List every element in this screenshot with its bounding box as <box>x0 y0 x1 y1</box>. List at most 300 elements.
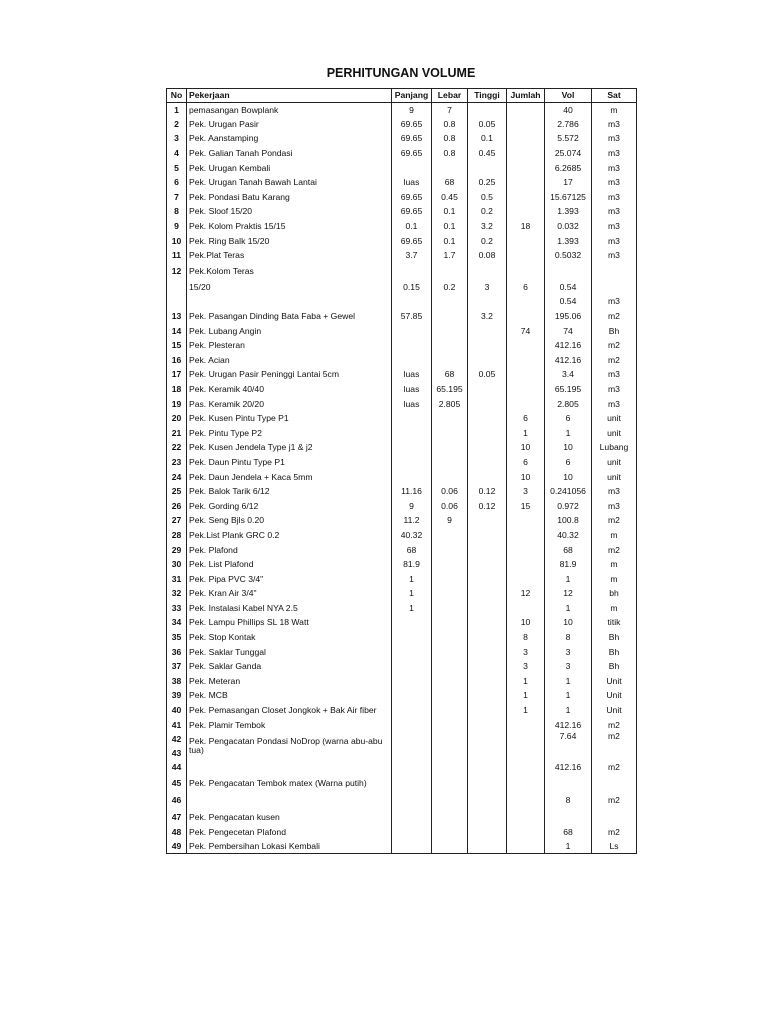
table-row <box>167 190 637 205</box>
row-vol: 2.805 <box>545 397 592 412</box>
row-sat: unit <box>592 426 637 441</box>
row-jumlah <box>507 760 545 775</box>
row-tinggi: 3.2 <box>468 219 507 234</box>
row-no: 4 <box>167 146 187 161</box>
row-vol: 0.5032 <box>545 248 592 263</box>
row-pekerjaan: Pek. Gording 6/12 <box>187 499 392 514</box>
row-tinggi: 0.05 <box>468 368 507 383</box>
row-jumlah <box>507 543 545 558</box>
row-panjang: 1 <box>392 572 432 587</box>
row-sat: bh <box>592 587 637 602</box>
table-row <box>167 645 637 660</box>
row-jumlah: 6 <box>507 455 545 470</box>
row-panjang <box>392 411 432 426</box>
row-pekerjaan: Pek. Kusen Pintu Type P1 <box>187 411 392 426</box>
row-tinggi: 0.45 <box>468 146 507 161</box>
row-jumlah <box>507 825 545 840</box>
row-tinggi: 0.25 <box>468 175 507 190</box>
row-sat: Unit <box>592 689 637 704</box>
row-jumlah: 1 <box>507 674 545 689</box>
row-sat: m2 <box>592 338 637 353</box>
row-tinggi: 0.08 <box>468 248 507 263</box>
row-tinggi <box>468 470 507 485</box>
row-no: 11 <box>167 248 187 263</box>
row-pekerjaan: Pek. Plafond <box>187 543 392 558</box>
row-panjang <box>392 324 432 339</box>
row-vol: 40.32 <box>545 528 592 543</box>
table-body <box>167 103 637 854</box>
row-no: 6 <box>167 175 187 190</box>
table-row <box>167 499 637 514</box>
row-sat: m3 <box>592 234 637 249</box>
row-vol: 100.8 <box>545 514 592 529</box>
row-lebar <box>432 353 468 368</box>
row-no: 8 <box>167 205 187 220</box>
row-jumlah <box>507 601 545 616</box>
row-panjang <box>392 338 432 353</box>
row-pekerjaan: Pek. Keramik 40/40 <box>187 382 392 397</box>
row-pekerjaan: Pek. Aanstamping <box>187 132 392 147</box>
row-sat: m2 <box>592 718 637 733</box>
row-tinggi <box>468 324 507 339</box>
row-sat: Bh <box>592 659 637 674</box>
row-tinggi <box>468 263 507 280</box>
row-tinggi <box>468 557 507 572</box>
row-panjang: 81.9 <box>392 557 432 572</box>
table-row <box>167 295 637 310</box>
row-tinggi <box>468 732 507 760</box>
row-tinggi <box>468 825 507 840</box>
row-sat: m3 <box>592 146 637 161</box>
table-row <box>167 132 637 147</box>
row-jumlah <box>507 353 545 368</box>
row-lebar <box>432 543 468 558</box>
table-row <box>167 775 637 792</box>
table-row <box>167 338 637 353</box>
row-pekerjaan: Pek. Plamir Tembok <box>187 718 392 733</box>
row-tinggi: 3.2 <box>468 309 507 324</box>
row-vol: 65.195 <box>545 382 592 397</box>
row-pekerjaan: pemasangan Bowplank <box>187 103 392 118</box>
row-tinggi <box>468 514 507 529</box>
row-vol: 412.16 <box>545 338 592 353</box>
header-panjang: Panjang <box>392 89 432 103</box>
row-jumlah: 10 <box>507 441 545 456</box>
row-lebar <box>432 732 468 760</box>
table-row <box>167 809 637 825</box>
row-lebar: 65.195 <box>432 382 468 397</box>
row-tinggi <box>468 659 507 674</box>
row-no: 39 <box>167 689 187 704</box>
table-row <box>167 760 637 775</box>
table-row <box>167 455 637 470</box>
row-vol: 0.241056 <box>545 484 592 499</box>
row-tinggi <box>468 528 507 543</box>
row-vol: 1 <box>545 840 592 853</box>
row-no: 42 <box>167 732 187 747</box>
row-vol <box>545 775 592 792</box>
row-pekerjaan: Pek. Stop Kontak <box>187 630 392 645</box>
row-sat: unit <box>592 470 637 485</box>
row-sat: m3 <box>592 499 637 514</box>
row-jumlah <box>507 161 545 176</box>
row-panjang <box>392 718 432 733</box>
page-title: PERHITUNGAN VOLUME <box>326 66 476 80</box>
row-no: 1 <box>167 103 187 118</box>
row-no: 27 <box>167 514 187 529</box>
row-jumlah <box>507 528 545 543</box>
row-lebar <box>432 263 468 280</box>
row-vol: 1 <box>545 674 592 689</box>
row-pekerjaan: Pek. Ring Balk 15/20 <box>187 234 392 249</box>
row-jumlah: 3 <box>507 645 545 660</box>
row-lebar <box>432 601 468 616</box>
row-tinggi <box>468 543 507 558</box>
row-panjang <box>392 441 432 456</box>
table-row <box>167 411 637 426</box>
row-sat: m <box>592 528 637 543</box>
row-pekerjaan: Pas. Keramik 20/20 <box>187 397 392 412</box>
table-row <box>167 825 637 840</box>
header-tinggi: Tinggi <box>468 89 507 103</box>
row-jumlah <box>507 732 545 760</box>
row-panjang <box>392 689 432 704</box>
table-row <box>167 514 637 529</box>
row-tinggi: 3 <box>468 280 507 295</box>
row-lebar: 0.8 <box>432 146 468 161</box>
row-sat: m3 <box>592 161 637 176</box>
row-no: 14 <box>167 324 187 339</box>
table-row <box>167 557 637 572</box>
table-row <box>167 219 637 234</box>
row-sat: m3 <box>592 219 637 234</box>
row-panjang: 1 <box>392 587 432 602</box>
row-jumlah <box>507 175 545 190</box>
row-tinggi <box>468 161 507 176</box>
row-jumlah <box>507 397 545 412</box>
row-vol: 0.972 <box>545 499 592 514</box>
row-lebar <box>432 557 468 572</box>
row-lebar: 0.2 <box>432 280 468 295</box>
row-tinggi <box>468 775 507 792</box>
row-pekerjaan: Pek.List Plank GRC 0.2 <box>187 528 392 543</box>
row-no: 7 <box>167 190 187 205</box>
row-pekerjaan: Pek. Plesteran <box>187 338 392 353</box>
row-lebar <box>432 630 468 645</box>
row-jumlah <box>507 132 545 147</box>
row-panjang <box>392 760 432 775</box>
row-no: 2 <box>167 117 187 132</box>
row-panjang: 69.65 <box>392 234 432 249</box>
row-tinggi <box>468 441 507 456</box>
row-no: 48 <box>167 825 187 840</box>
row-vol: 1 <box>545 601 592 616</box>
row-panjang <box>392 455 432 470</box>
row-vol: 15.67125 <box>545 190 592 205</box>
row-vol: 10 <box>545 441 592 456</box>
table-row <box>167 718 637 733</box>
row-lebar <box>432 441 468 456</box>
row-pekerjaan: Pek. Kolom Praktis 15/15 <box>187 219 392 234</box>
row-tinggi <box>468 411 507 426</box>
table-row <box>167 703 637 718</box>
row-tinggi <box>468 689 507 704</box>
row-sat: m <box>592 557 637 572</box>
row-lebar: 0.8 <box>432 117 468 132</box>
row-pekerjaan: Pek. Pengacatan kusen <box>187 809 392 825</box>
row-no: 23 <box>167 455 187 470</box>
row-jumlah <box>507 117 545 132</box>
row-lebar <box>432 295 468 310</box>
row-tinggi <box>468 645 507 660</box>
row-panjang <box>392 825 432 840</box>
row-vol: 1 <box>545 572 592 587</box>
row-pekerjaan: Pek. Pengacatan Tembok matex (Warna putih) <box>187 775 392 792</box>
table-row <box>167 146 637 161</box>
table-row <box>167 528 637 543</box>
row-jumlah <box>507 295 545 310</box>
row-jumlah: 74 <box>507 324 545 339</box>
row-vol: 17 <box>545 175 592 190</box>
row-sat <box>592 775 637 792</box>
row-jumlah <box>507 103 545 118</box>
row-sat <box>592 809 637 825</box>
row-vol: 195.06 <box>545 309 592 324</box>
row-pekerjaan: Pek. Meteran <box>187 674 392 689</box>
row-jumlah: 3 <box>507 659 545 674</box>
row-vol: 0.54 <box>545 280 592 295</box>
row-no: 28 <box>167 528 187 543</box>
row-jumlah <box>507 809 545 825</box>
row-lebar: 0.1 <box>432 205 468 220</box>
row-no: 26 <box>167 499 187 514</box>
row-panjang: luas <box>392 368 432 383</box>
row-vol: 12 <box>545 587 592 602</box>
row-panjang <box>392 470 432 485</box>
row-tinggi <box>468 103 507 118</box>
table-row <box>167 382 637 397</box>
row-no: 9 <box>167 219 187 234</box>
row-tinggi <box>468 792 507 809</box>
row-no: 43 <box>167 747 187 760</box>
row-jumlah: 3 <box>507 484 545 499</box>
row-tinggi <box>468 295 507 310</box>
row-lebar: 7 <box>432 103 468 118</box>
row-panjang <box>392 792 432 809</box>
row-pekerjaan: Pek. Instalasi Kabel NYA 2.5 <box>187 601 392 616</box>
row-no: 10 <box>167 234 187 249</box>
row-vol: 6.2685 <box>545 161 592 176</box>
row-no: 46 <box>167 792 187 809</box>
row-no: 47 <box>167 809 187 825</box>
row-panjang: luas <box>392 382 432 397</box>
row-sat: m2 <box>592 514 637 529</box>
row-lebar <box>432 703 468 718</box>
table-row <box>167 205 637 220</box>
row-panjang: 40.32 <box>392 528 432 543</box>
row-lebar <box>432 528 468 543</box>
row-sat: titik <box>592 616 637 631</box>
row-no: 49 <box>167 840 187 853</box>
row-tinggi <box>468 630 507 645</box>
row-pekerjaan: Pek. Daun Pintu Type P1 <box>187 455 392 470</box>
table-row <box>167 397 637 412</box>
row-sat <box>592 263 637 280</box>
row-panjang: 11.2 <box>392 514 432 529</box>
row-lebar: 1.7 <box>432 248 468 263</box>
row-jumlah <box>507 514 545 529</box>
row-panjang: 69.65 <box>392 117 432 132</box>
row-vol: 412.16 <box>545 760 592 775</box>
row-lebar <box>432 659 468 674</box>
table-row <box>167 234 637 249</box>
row-no: 12 <box>167 263 187 280</box>
row-panjang <box>392 659 432 674</box>
row-lebar <box>432 455 468 470</box>
row-pekerjaan: Pek. Sloof 15/20 <box>187 205 392 220</box>
row-lebar <box>432 674 468 689</box>
row-pekerjaan: Pek. Pondasi Batu Karang <box>187 190 392 205</box>
row-tinggi <box>468 616 507 631</box>
row-lebar <box>432 470 468 485</box>
row-pekerjaan: 15/20 <box>187 280 392 295</box>
row-panjang <box>392 353 432 368</box>
row-sat: m3 <box>592 175 637 190</box>
row-no: 36 <box>167 645 187 660</box>
row-sat: m3 <box>592 190 637 205</box>
row-jumlah: 8 <box>507 630 545 645</box>
table-row <box>167 368 637 383</box>
row-jumlah: 6 <box>507 411 545 426</box>
table-row <box>167 674 637 689</box>
row-vol: 412.16 <box>545 718 592 733</box>
row-sat: unit <box>592 411 637 426</box>
header-jumlah: Jumlah <box>507 89 545 103</box>
row-pekerjaan: Pek.Plat Teras <box>187 248 392 263</box>
row-vol: 40 <box>545 103 592 118</box>
row-pekerjaan: Pek. Lubang Angin <box>187 324 392 339</box>
row-vol: 6 <box>545 455 592 470</box>
table-row <box>167 601 637 616</box>
row-tinggi: 0.2 <box>468 234 507 249</box>
row-no: 21 <box>167 426 187 441</box>
row-no: 29 <box>167 543 187 558</box>
row-jumlah <box>507 382 545 397</box>
row-lebar: 2.805 <box>432 397 468 412</box>
row-vol: 68 <box>545 825 592 840</box>
row-sat: m2 <box>592 543 637 558</box>
row-no: 44 <box>167 760 187 775</box>
row-no: 24 <box>167 470 187 485</box>
row-pekerjaan: Pek. Pembersihan Lokasi Kembali <box>187 840 392 853</box>
row-lebar <box>432 840 468 853</box>
row-vol: 74 <box>545 324 592 339</box>
header-no: No <box>167 89 187 103</box>
row-pekerjaan: Pek. Kran Air 3/4" <box>187 587 392 602</box>
table-row <box>167 732 637 747</box>
row-pekerjaan: Pek. Acian <box>187 353 392 368</box>
header-lebar: Lebar <box>432 89 468 103</box>
row-panjang: 68 <box>392 543 432 558</box>
row-vol: 25.074 <box>545 146 592 161</box>
row-pekerjaan: Pek. List Plafond <box>187 557 392 572</box>
row-tinggi: 0.12 <box>468 484 507 499</box>
table-row <box>167 117 637 132</box>
table-row <box>167 324 637 339</box>
row-lebar <box>432 616 468 631</box>
table-row <box>167 426 637 441</box>
row-lebar: 0.45 <box>432 190 468 205</box>
row-tinggi: 0.5 <box>468 190 507 205</box>
row-lebar <box>432 338 468 353</box>
row-vol: 1 <box>545 426 592 441</box>
row-vol: 7.64 <box>545 732 592 760</box>
row-pekerjaan: Pek. Pipa PVC 3/4" <box>187 572 392 587</box>
row-panjang: 69.65 <box>392 205 432 220</box>
row-vol: 1.393 <box>545 205 592 220</box>
table-header-row <box>167 89 637 103</box>
row-pekerjaan: Pek. Kusen Jendela Type j1 & j2 <box>187 441 392 456</box>
row-panjang: 69.65 <box>392 190 432 205</box>
row-pekerjaan: Pek. Balok Tarik 6/12 <box>187 484 392 499</box>
table-row <box>167 587 637 602</box>
row-jumlah: 18 <box>507 219 545 234</box>
row-sat: m <box>592 601 637 616</box>
row-sat: Lubang <box>592 441 637 456</box>
row-sat: Bh <box>592 645 637 660</box>
row-sat: m3 <box>592 295 637 310</box>
row-no: 5 <box>167 161 187 176</box>
row-panjang <box>392 645 432 660</box>
row-panjang: 1 <box>392 601 432 616</box>
row-lebar <box>432 775 468 792</box>
row-panjang <box>392 674 432 689</box>
row-vol: 81.9 <box>545 557 592 572</box>
row-jumlah <box>507 338 545 353</box>
row-lebar: 0.1 <box>432 219 468 234</box>
row-panjang <box>392 703 432 718</box>
row-lebar <box>432 587 468 602</box>
row-vol: 1.393 <box>545 234 592 249</box>
row-vol: 3.4 <box>545 368 592 383</box>
row-no: 30 <box>167 557 187 572</box>
row-vol: 3 <box>545 659 592 674</box>
row-no: 13 <box>167 309 187 324</box>
row-sat: m3 <box>592 132 637 147</box>
table-row <box>167 161 637 176</box>
row-vol: 8 <box>545 630 592 645</box>
row-tinggi <box>468 572 507 587</box>
row-sat: m3 <box>592 117 637 132</box>
row-sat: m2 <box>592 353 637 368</box>
row-tinggi <box>468 809 507 825</box>
table-row <box>167 630 637 645</box>
row-lebar <box>432 760 468 775</box>
row-tinggi <box>468 382 507 397</box>
row-jumlah <box>507 368 545 383</box>
row-vol: 10 <box>545 616 592 631</box>
row-tinggi <box>468 760 507 775</box>
row-lebar: 0.1 <box>432 234 468 249</box>
row-sat: m2 <box>592 309 637 324</box>
row-no: 20 <box>167 411 187 426</box>
row-lebar: 0.8 <box>432 132 468 147</box>
row-panjang <box>392 630 432 645</box>
row-panjang <box>392 295 432 310</box>
row-sat: Unit <box>592 703 637 718</box>
row-lebar <box>432 689 468 704</box>
row-vol: 6 <box>545 411 592 426</box>
